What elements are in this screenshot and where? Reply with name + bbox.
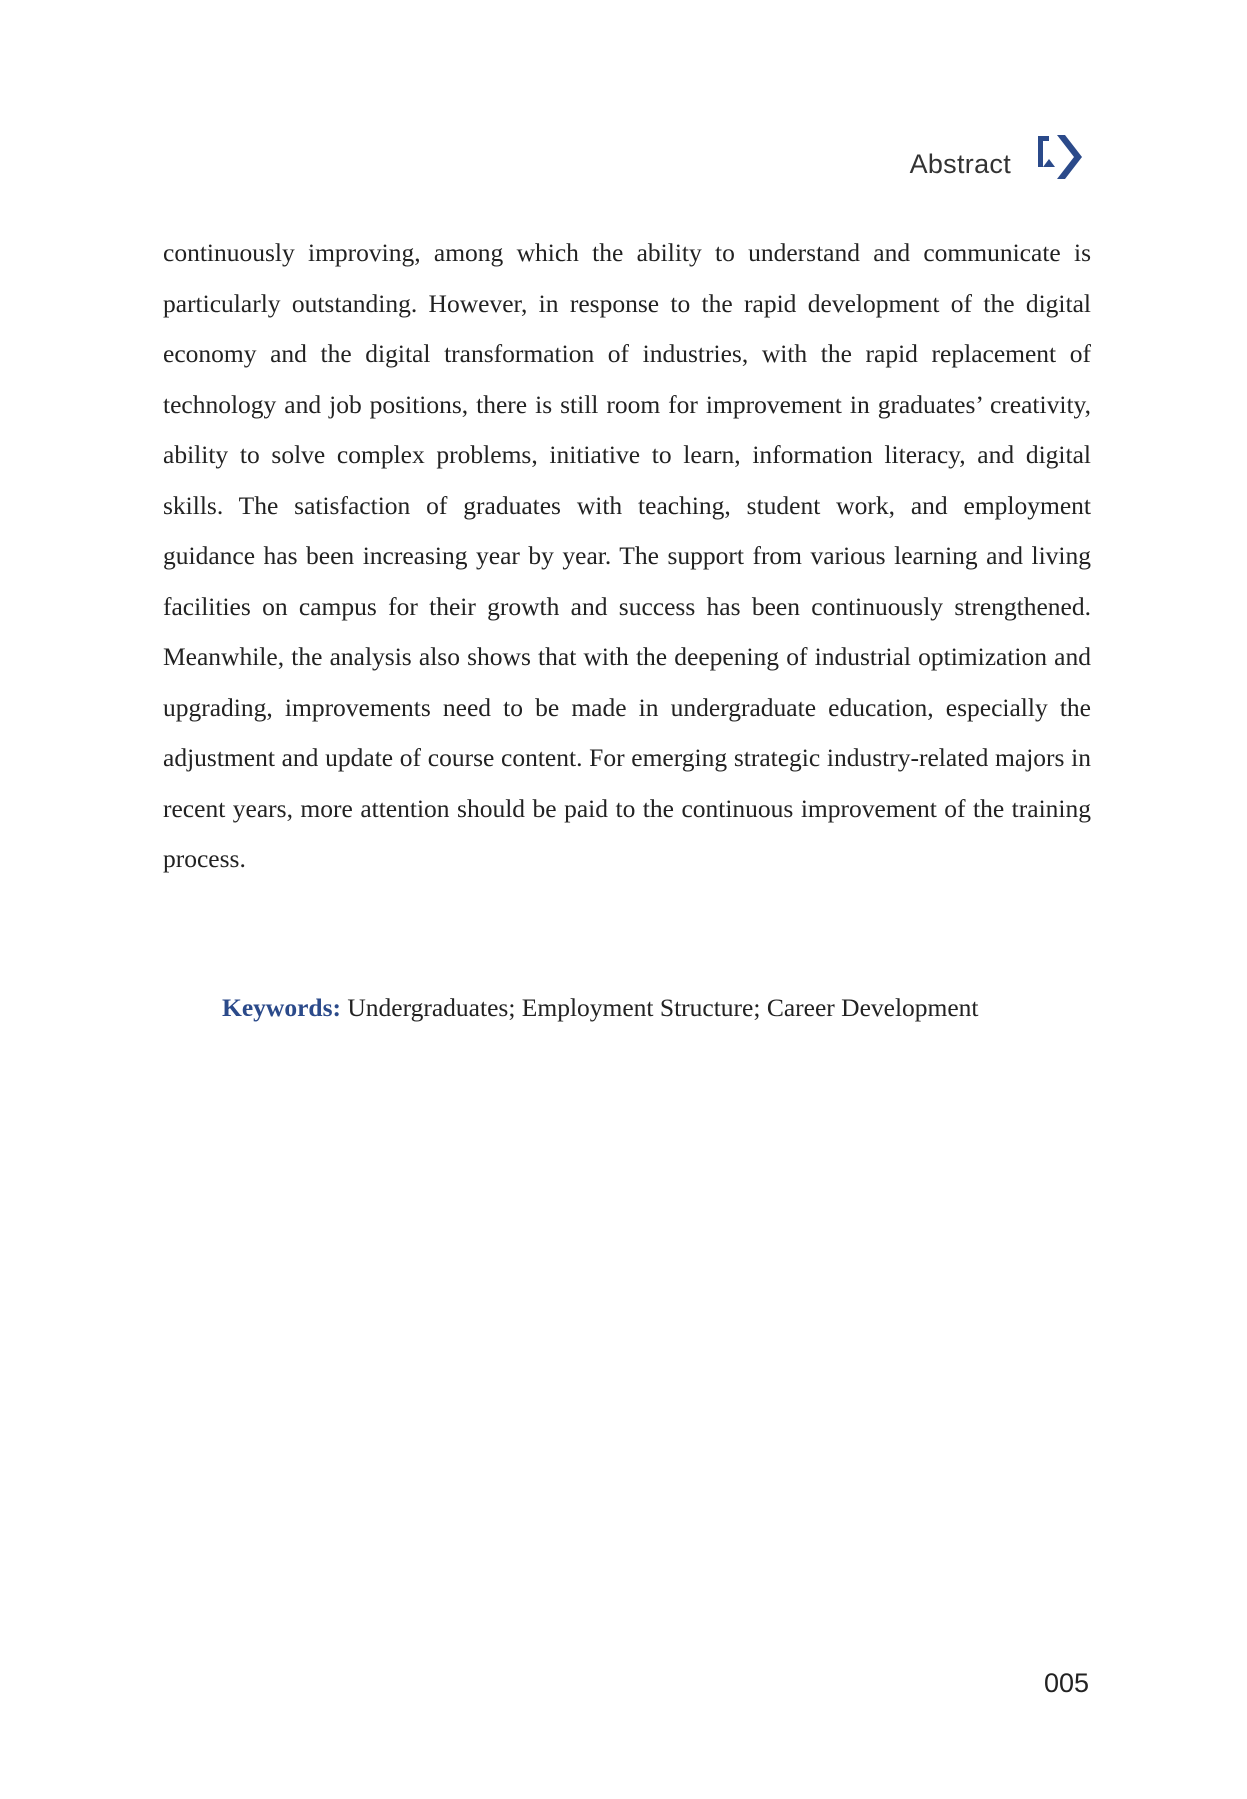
page-number: 005 [1043,1668,1089,1698]
keywords-text: Undergraduates; Employment Structure; Career Development [340,993,979,1022]
running-header [910,133,1089,183]
keywords-line [222,983,1122,1033]
section-chevron-icon [1035,134,1089,182]
keywords-label: Keywords: [222,993,341,1022]
abstract-body-paragraph: continuously improving, among which the ability to understand and communicate is particularly outstanding. However, in response to the rapid development of the digital economy and the digital transformation of industries, with the rapid replacement of technology and job positions, there is still room for improvement in graduates’ creativity, ability to solve complex problems, initiative to learn, information literacy, and digital skills. The satisfaction of graduates with teaching, student work, and employment guidance has been increasing year by year. The support from various learning and living facilities on campus for their growth and success has been continuously strengthened. Meanwhile, the analysis also shows that with the deepening of industrial optimization and upgrading, improvements need to be made in undergraduate education, especially the adjustment and update of course content. For emerging strategic industry-related majors in recent years, more attention should be paid to the continuous improvement of the training process. [163,238,1091,873]
header-title: Abstract [909,148,1011,179]
